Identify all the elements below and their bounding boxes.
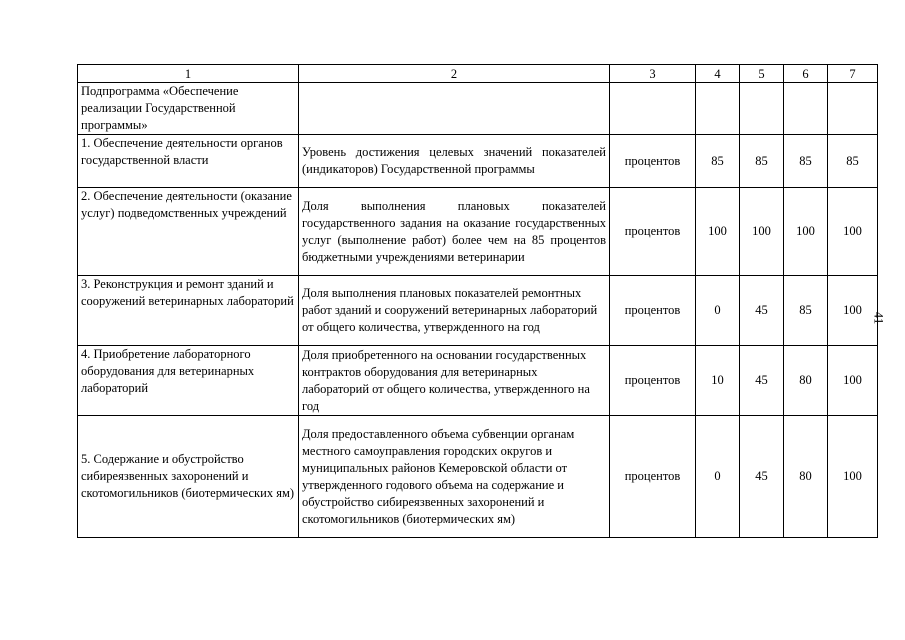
activity-name: 2. Обеспечение деятельности (оказание услуг) подведомственных учреждений (78, 188, 299, 276)
value-cell: 80 (784, 416, 828, 538)
value-cell: 45 (740, 276, 784, 346)
indicator-cell: Доля предоставленного объема субвенции органам местного самоуправления городских округов и муниципальных районов Кемеровской области от утвержденного годового объема на содержание и обустройство сибиреязвенных захоронений и скотомогильников (биотермических ям) (299, 416, 610, 538)
unit-cell: процентов (610, 346, 696, 416)
indicator-cell: Уровень достижения целевых значений показателей (индикаторов) Государственной программы (299, 135, 610, 188)
value-cell: 100 (784, 188, 828, 276)
indicator-cell: Доля выполнения плановых показателей ремонтных работ зданий и сооружений ветеринарных лабораторий от общего количества, утвержденного на год (299, 276, 610, 346)
header-cell: 2 (299, 65, 610, 83)
table-row (78, 188, 878, 276)
value-cell: 100 (828, 416, 878, 538)
value-cell: 85 (784, 276, 828, 346)
header-cell: 3 (610, 65, 696, 83)
indicators-table (77, 64, 878, 538)
subprogram-title: Подпрограмма «Обеспечение реализации Государственной программы» (78, 83, 299, 135)
value-cell: 100 (828, 188, 878, 276)
activity-name: 1. Обеспечение деятельности органов государственной власти (78, 135, 299, 188)
header-row (78, 65, 878, 83)
indicator-cell (299, 83, 610, 135)
value-cell: 100 (828, 276, 878, 346)
value-cell: 100 (740, 188, 784, 276)
table-row (78, 416, 878, 538)
activity-name: 4. Приобретение лабораторного оборудования для ветеринарных лабораторий (78, 346, 299, 416)
value-cell: 100 (696, 188, 740, 276)
value-cell: 85 (696, 135, 740, 188)
header-cell: 1 (78, 65, 299, 83)
value-cell: 0 (696, 416, 740, 538)
page-number: 41 (871, 311, 886, 325)
value-cell: 10 (696, 346, 740, 416)
value-cell: 45 (740, 416, 784, 538)
unit-cell (610, 83, 696, 135)
unit-cell: процентов (610, 416, 696, 538)
unit-cell: процентов (610, 188, 696, 276)
value-cell (784, 83, 828, 135)
activity-name: 3. Реконструкция и ремонт зданий и сооружений ветеринарных лабораторий (78, 276, 299, 346)
value-cell (740, 83, 784, 135)
table-row (78, 83, 878, 135)
unit-cell: процентов (610, 135, 696, 188)
table-row (78, 346, 878, 416)
indicator-cell: Доля приобретенного на основании государственных контрактов оборудования для ветеринарных лабораторий от общего количества, утвержденного на год (299, 346, 610, 416)
value-cell: 0 (696, 276, 740, 346)
value-cell (696, 83, 740, 135)
value-cell: 85 (784, 135, 828, 188)
value-cell: 100 (828, 346, 878, 416)
header-cell: 4 (696, 65, 740, 83)
value-cell: 45 (740, 346, 784, 416)
indicator-cell: Доля выполнения плановых показателей государственного задания на оказание государственных услуг (выполнение работ) более чем на 85 процентов бюджетными учреждениями ветеринарии (299, 188, 610, 276)
value-cell: 80 (784, 346, 828, 416)
value-cell: 85 (828, 135, 878, 188)
value-cell: 85 (740, 135, 784, 188)
header-cell: 7 (828, 65, 878, 83)
table-row (78, 276, 878, 346)
unit-cell: процентов (610, 276, 696, 346)
table-row (78, 135, 878, 188)
header-cell: 6 (784, 65, 828, 83)
header-cell: 5 (740, 65, 784, 83)
value-cell (828, 83, 878, 135)
activity-name: 5. Содержание и обустройство сибиреязвенных захоронений и скотомогильников (биотермических ям) (78, 416, 299, 538)
